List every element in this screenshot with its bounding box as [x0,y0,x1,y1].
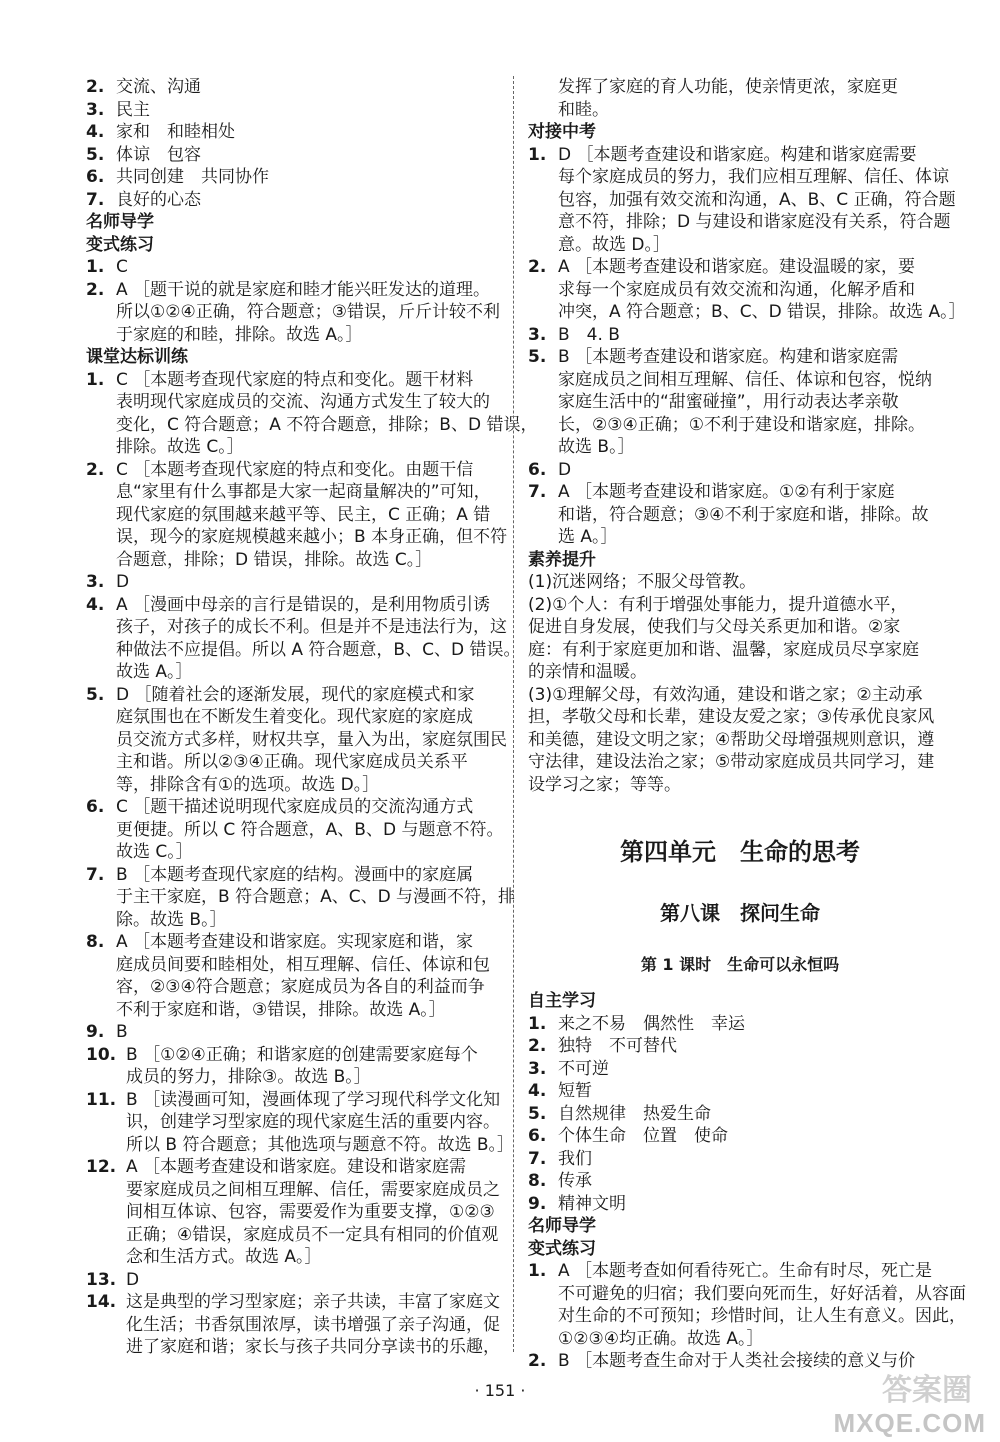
question-number: 6. [86,797,105,817]
answer-item [86,1269,498,1292]
text-line: B ［①②④正确；和谐家庭的创建需要家庭每个 [126,1044,478,1065]
question-number: 11. [86,1089,117,1110]
text-line: B 4. B [558,324,620,345]
text-line: 和睦。 [558,99,609,120]
question-number: 7. [528,1148,547,1169]
answer-item [528,481,952,549]
answer-item [528,1170,952,1193]
text-line: 促进自身发展，使我们与父母关系更加和谐。②家 [528,617,901,637]
text-line: 种做法不应提倡。所以 A 符合题意，B、C、D 错误。 [116,639,521,660]
answer-item [528,256,966,324]
answer-item [528,1058,952,1081]
text-line: 精神文明 [558,1193,626,1214]
answer-text [558,459,952,482]
answer-text [558,324,952,347]
text-line: 个体生命 位置 使命 [558,1126,728,1146]
answer-text [558,144,956,257]
answer-text [116,369,537,459]
answer-item [528,1103,952,1126]
answer-text [116,594,520,684]
answer-text [126,1269,498,1292]
answer-text [558,1058,952,1081]
text-line: 不可避免的归宿；我们要向死而生，好好活着，从容面 [558,1283,966,1304]
answer-text [558,1260,966,1350]
answer-item [86,369,538,459]
question-number: 2. [86,279,105,300]
question-number: 2. [528,1351,547,1371]
answer-text [116,279,500,347]
answer-item [86,571,498,594]
question-number: 1. [86,257,105,277]
answer-item [86,459,508,572]
answer-item [86,1291,498,1359]
answer-item [528,144,956,257]
text-line: B ［本题考查现代家庭的结构。漫画中的家庭属 [116,864,474,885]
answer-text [116,189,498,212]
text-line: 意。故选 D。］ [558,234,670,255]
text-line: 除。故选 B。］ [116,909,227,930]
question-number: 2. [528,257,547,277]
text-line: 现代家庭的氛围越来越平等、民主，C 正确；A 错 [116,504,491,525]
answer-item [86,594,521,684]
text-line: 交流、沟通 [116,77,201,97]
question-number: 2. [528,1036,547,1056]
answer-item [528,324,952,347]
question-number: 7. [86,864,105,885]
answer-item [528,1148,952,1171]
text-line: C ［本题考查现代家庭的特点和变化。由题干信 [116,459,474,480]
question-number: 4. [86,122,105,142]
answer-text [116,1021,498,1044]
answer-text [116,144,498,167]
answer-item [528,1260,966,1350]
text-line: (3)①理解父母，有效沟通，建设和谐之家；②主动承 [528,684,923,705]
question-number: 5. [86,144,105,165]
text-line: 误，现今的家庭规模越来越小；B 本身正确，但不符 [116,527,508,547]
answer-paragraph [528,571,952,796]
text-line: C ［题干描述说明现代家庭成员的交流沟通方式 [116,797,474,817]
answer-text [116,571,498,594]
answer-item [86,189,498,212]
question-number: 1. [528,1261,547,1281]
text-line: A ［题干说的就是家庭和睦才能兴旺发达的道理。 [116,279,491,300]
answer-item [528,1035,952,1058]
text-line: 成员的努力，排除③。故选 B。］ [126,1067,371,1087]
text-line: A ［本题考查建设和谐家庭。建设和谐家庭需 [126,1157,467,1177]
answer-item [86,1044,498,1089]
text-line: 息“家里有什么事都是大家一起商量解决的”可知， [116,482,491,502]
text-line: 排除。故选 C。］ [116,437,244,457]
text-line: 更便捷。所以 C 符合题意，A、B、D 与题意不符。 [116,819,504,840]
text-line: 员交流方式多样，财权共享，量入为出，家庭氛围民 [116,729,507,750]
answer-text [116,796,503,864]
question-number: 3. [528,324,547,345]
text-line: 来之不易 偶然性 幸运 [558,1013,745,1034]
text-line: 民主 [116,99,150,120]
question-number: 8. [528,1171,547,1191]
answer-text [116,99,498,122]
answer-text [116,864,515,932]
question-number: 5. [528,347,547,367]
answer-text [558,1193,952,1216]
answer-item [528,1080,952,1103]
text-line: 故选 A。］ [116,662,193,682]
answer-text [116,166,498,189]
text-line: 庭氛围也在不断发生着变化。现代家庭的家庭成 [116,707,473,727]
text-line: 所以①②④正确，符合题意；③错误，斤斤计较不利 [116,302,500,322]
text-line: ①②③④均正确。故选 A。］ [558,1328,764,1349]
answer-item [528,1193,952,1216]
text-line: 家庭成员之间相互理解、信任、体谅和包容，悦纳 [558,369,932,390]
answer-text [558,481,952,549]
answer-item [86,931,498,1021]
question-number: 1. [528,1013,547,1034]
question-number: 9. [528,1193,547,1214]
answer-text [116,684,507,797]
text-line: 的亲情和温暖。 [528,662,647,682]
question-number: 1. [86,369,105,390]
text-line: 家庭生活中的“甜蜜碰撞”，用行动表达孝亲敬 [558,392,899,412]
text-line: 容，②③④符合题意；家庭成员为各自的利益而争 [116,977,485,997]
left-column [86,76,538,1359]
text-line: 要家庭成员之间相互理解、信任，需要家庭成员之 [126,1179,500,1200]
answer-item [86,121,498,144]
answer-text [558,1148,952,1171]
text-line: A ［本题考查建设和谐家庭。建设温暖的家，要 [558,257,916,277]
answer-item [86,256,498,279]
text-line: B ［本题考查生命对于人类社会接续的意义与价 [558,1351,916,1371]
period-title: 第 1 课时 生命可以永恒吗 [640,955,840,974]
text-line: 良好的心态 [116,189,201,210]
text-line: 进了家庭和谐；家长与孩子共同分享读书的乐趣， [126,1337,500,1357]
question-number: 5. [528,1103,547,1124]
text-line: 这是典型的学习型家庭；亲子共读，丰富了家庭文 [126,1292,500,1312]
question-number: 14. [86,1292,117,1312]
section-heading: 名师导学 [86,212,154,232]
answer-text [116,459,507,572]
question-number: 12. [86,1157,117,1177]
question-number: 3. [528,1058,547,1079]
answer-item [86,1021,498,1044]
text-line: 合题意，排除；D 错误，排除。故选 C。］ [116,549,433,570]
text-line: 冲突，A 符合题意；B、C、D 错误，排除。故选 A。］ [558,302,966,322]
text-line: 故选 C。］ [116,842,193,862]
section-heading: 对接中考 [528,122,596,142]
text-line: 等，排除含有①的选项。故选 D。］ [116,774,380,795]
text-line: 于主干家庭，B 符合题意；A、C、D 与漫画不符，排 [116,887,516,907]
answer-text [116,931,498,1021]
text-line: 我们 [558,1148,592,1169]
text-line: 不利于家庭和谐，③错误，排除。故选 A。］ [116,999,446,1020]
unit-title: 第四单元 生命的思考 [620,838,860,866]
answer-text [126,1291,500,1359]
answer-item [86,166,498,189]
text-line: 故选 B。］ [558,437,635,457]
question-number: 7. [528,482,547,502]
answer-item [86,99,498,122]
question-number: 4. [86,594,105,615]
answer-text [126,1156,500,1269]
answer-item [86,76,498,99]
text-line: 正确；④错误，家庭成员不一定具有相同的价值观 [126,1224,499,1245]
question-number: 5. [86,684,105,705]
text-line: 庭成员间要和睦相处，相互理解、信任、体谅和包 [116,954,490,975]
section-heading: 名师导学 [528,1216,596,1236]
question-number: 3. [86,572,105,592]
answer-text [126,1089,514,1157]
text-line: D [126,1269,140,1290]
text-line: B [116,1022,128,1042]
text-line: (1)沉迷网络；不服父母管教。 [528,572,757,592]
answer-item [86,864,516,932]
answer-item [528,459,952,482]
text-line: 发挥了家庭的育人功能，使亲情更浓，家庭更 [558,77,898,97]
section-heading: 课堂达标训练 [86,347,188,367]
question-number: 2. [86,459,105,480]
answer-text [558,1080,952,1103]
text-line: D ［本题考查建设和谐家庭。构建和谐家庭需要 [558,144,917,165]
text-line: 传承 [558,1171,592,1191]
question-number: 7. [86,189,105,210]
text-line: B ［读漫画可知，漫画体现了学习现代科学文化知 [126,1089,501,1110]
answer-item [86,144,498,167]
answer-text [126,1044,498,1089]
text-line: 识，创建学习型家庭的现代家庭生活的重要内容。 [126,1112,500,1132]
answer-text [116,121,498,144]
answer-text [558,1035,952,1058]
text-line: 和谐，符合题意；③④不利于家庭和谐，排除。故 [558,504,929,525]
text-line: 自然规律 热爱生命 [558,1103,711,1124]
question-number: 2. [86,77,105,97]
text-line: 长，②③④正确；①不利于建设和谐家庭，排除。 [558,414,925,435]
text-line: 求每一个家庭成员有效交流和沟通，化解矛盾和 [558,279,915,300]
answer-item [86,1089,515,1157]
text-line: 化生活；书香氛围浓厚，读书增强了亲子沟通，促 [126,1314,500,1335]
answer-item [528,1013,952,1036]
question-number: 3. [86,99,105,120]
answer-item [86,279,498,347]
answer-item [528,1350,952,1373]
text-line: D ［随着社会的逐渐发展，现代的家庭模式和家 [116,684,475,705]
section-heading: 素养提升 [528,549,596,570]
text-line: 守法律，建设法治之家；⑤带动家庭成员共同学习，建 [528,752,935,772]
answer-text [558,256,966,324]
text-line: 变化，C 符合题意；A 不符合题意，排除；B、D 错误， [116,414,538,435]
question-number: 6. [86,167,105,187]
answer-item [86,1156,498,1269]
text-line: A ［漫画中母亲的言行是错误的，是利用物质引诱 [116,594,491,615]
question-number: 6. [528,1126,547,1146]
question-number: 9. [86,1022,105,1042]
question-number: 4. [528,1081,547,1101]
text-line: 念和生活方式。故选 A。］ [126,1247,322,1267]
page-number: · 151 · [474,1381,526,1400]
text-line: 主和谐。所以②③④正确。现代家庭成员关系平 [116,752,468,772]
question-number: 6. [528,459,547,480]
text-line: 担，孝敬父母和长辈，建设友爱之家；③传承优良家风 [528,707,935,727]
text-line: 每个家庭成员的努力，我们应相互理解、信任、体谅 [558,167,949,187]
section-heading: 自主学习 [528,991,596,1011]
text-line: C ［本题考查现代家庭的特点和变化。题干材料 [116,369,474,390]
lesson-title: 第八课 探问生命 [660,901,820,925]
text-line: 间相互体谅、包容，需要爱作为重要支撑，①②③ [126,1202,495,1222]
text-line: 孩子，对孩子的成长不利。但是并不是违法行为，这 [116,617,507,637]
text-line: C [116,257,128,277]
text-line: 对生命的不可预知；珍惜时间，让人生有意义。因此， [558,1306,966,1326]
text-line: 选 A。］ [558,527,618,547]
column-divider [513,76,514,1352]
text-line: 于家庭的和睦，排除。故选 A。］ [116,324,363,345]
answer-item [86,684,507,797]
text-line: 独特 不可替代 [558,1036,677,1056]
text-line: 短暂 [558,1081,592,1101]
answer-text [116,76,498,99]
answer-text [558,1013,952,1036]
text-line: B ［本题考查建设和谐家庭。构建和谐家庭需 [558,347,899,367]
answer-text [116,256,498,279]
question-number: 13. [86,1269,117,1290]
watermark-url: MXQE.COM [833,1407,986,1438]
answer-text [558,1103,952,1126]
section-heading: 变式练习 [86,234,154,255]
question-number: 8. [86,932,105,952]
answer-text [558,1125,952,1148]
text-line: 和美德，建设文明之家；④帮助父母增强规则意识，遵 [528,729,935,750]
text-line: 包容，加强有效交流和沟通，A、B、C 正确，符合题 [558,189,956,210]
text-line: (2)①个人：有利于增强处事能力，提升道德水平， [528,594,908,615]
text-line: A ［本题考查建设和谐家庭。①②有利于家庭 [558,482,895,502]
question-number: 10. [86,1044,117,1065]
answer-text [558,1170,952,1193]
text-line: 不可逆 [558,1058,609,1079]
text-line: 意不符，排除；D 与建设和谐家庭没有关系，符合题 [558,212,951,232]
question-number: 1. [528,144,547,165]
text-line: 设学习之家；等等。 [528,774,681,795]
text-line: D [558,459,572,480]
text-line: A ［本题考查建设和谐家庭。实现家庭和谐，家 [116,932,474,952]
text-line: 庭：有利于家庭更加和谐、温馨，家庭成员尽享家庭 [528,639,919,660]
right-column [528,76,966,1373]
answer-text [558,1350,952,1373]
text-line: 体谅 包容 [116,144,201,165]
text-line: D [116,572,130,592]
text-line: 所以 B 符合题意；其他选项与题意不符。故选 B。］ [126,1134,515,1155]
text-line: 家和 和睦相处 [116,122,235,142]
section-heading: 变式练习 [528,1238,596,1259]
watermark-logo: 答案圈 [882,1372,972,1408]
answer-item [86,796,504,864]
text-line: 共同创建 共同协作 [116,167,269,187]
text-line: A ［本题考查如何看待死亡。生命有时尽，死亡是 [558,1261,933,1281]
continued-text [528,76,952,121]
answer-item [528,1125,952,1148]
text-line: 表明现代家庭成员的交流、沟通方式发生了较大的 [116,392,490,412]
answer-item [528,346,952,459]
answer-text [558,346,952,459]
